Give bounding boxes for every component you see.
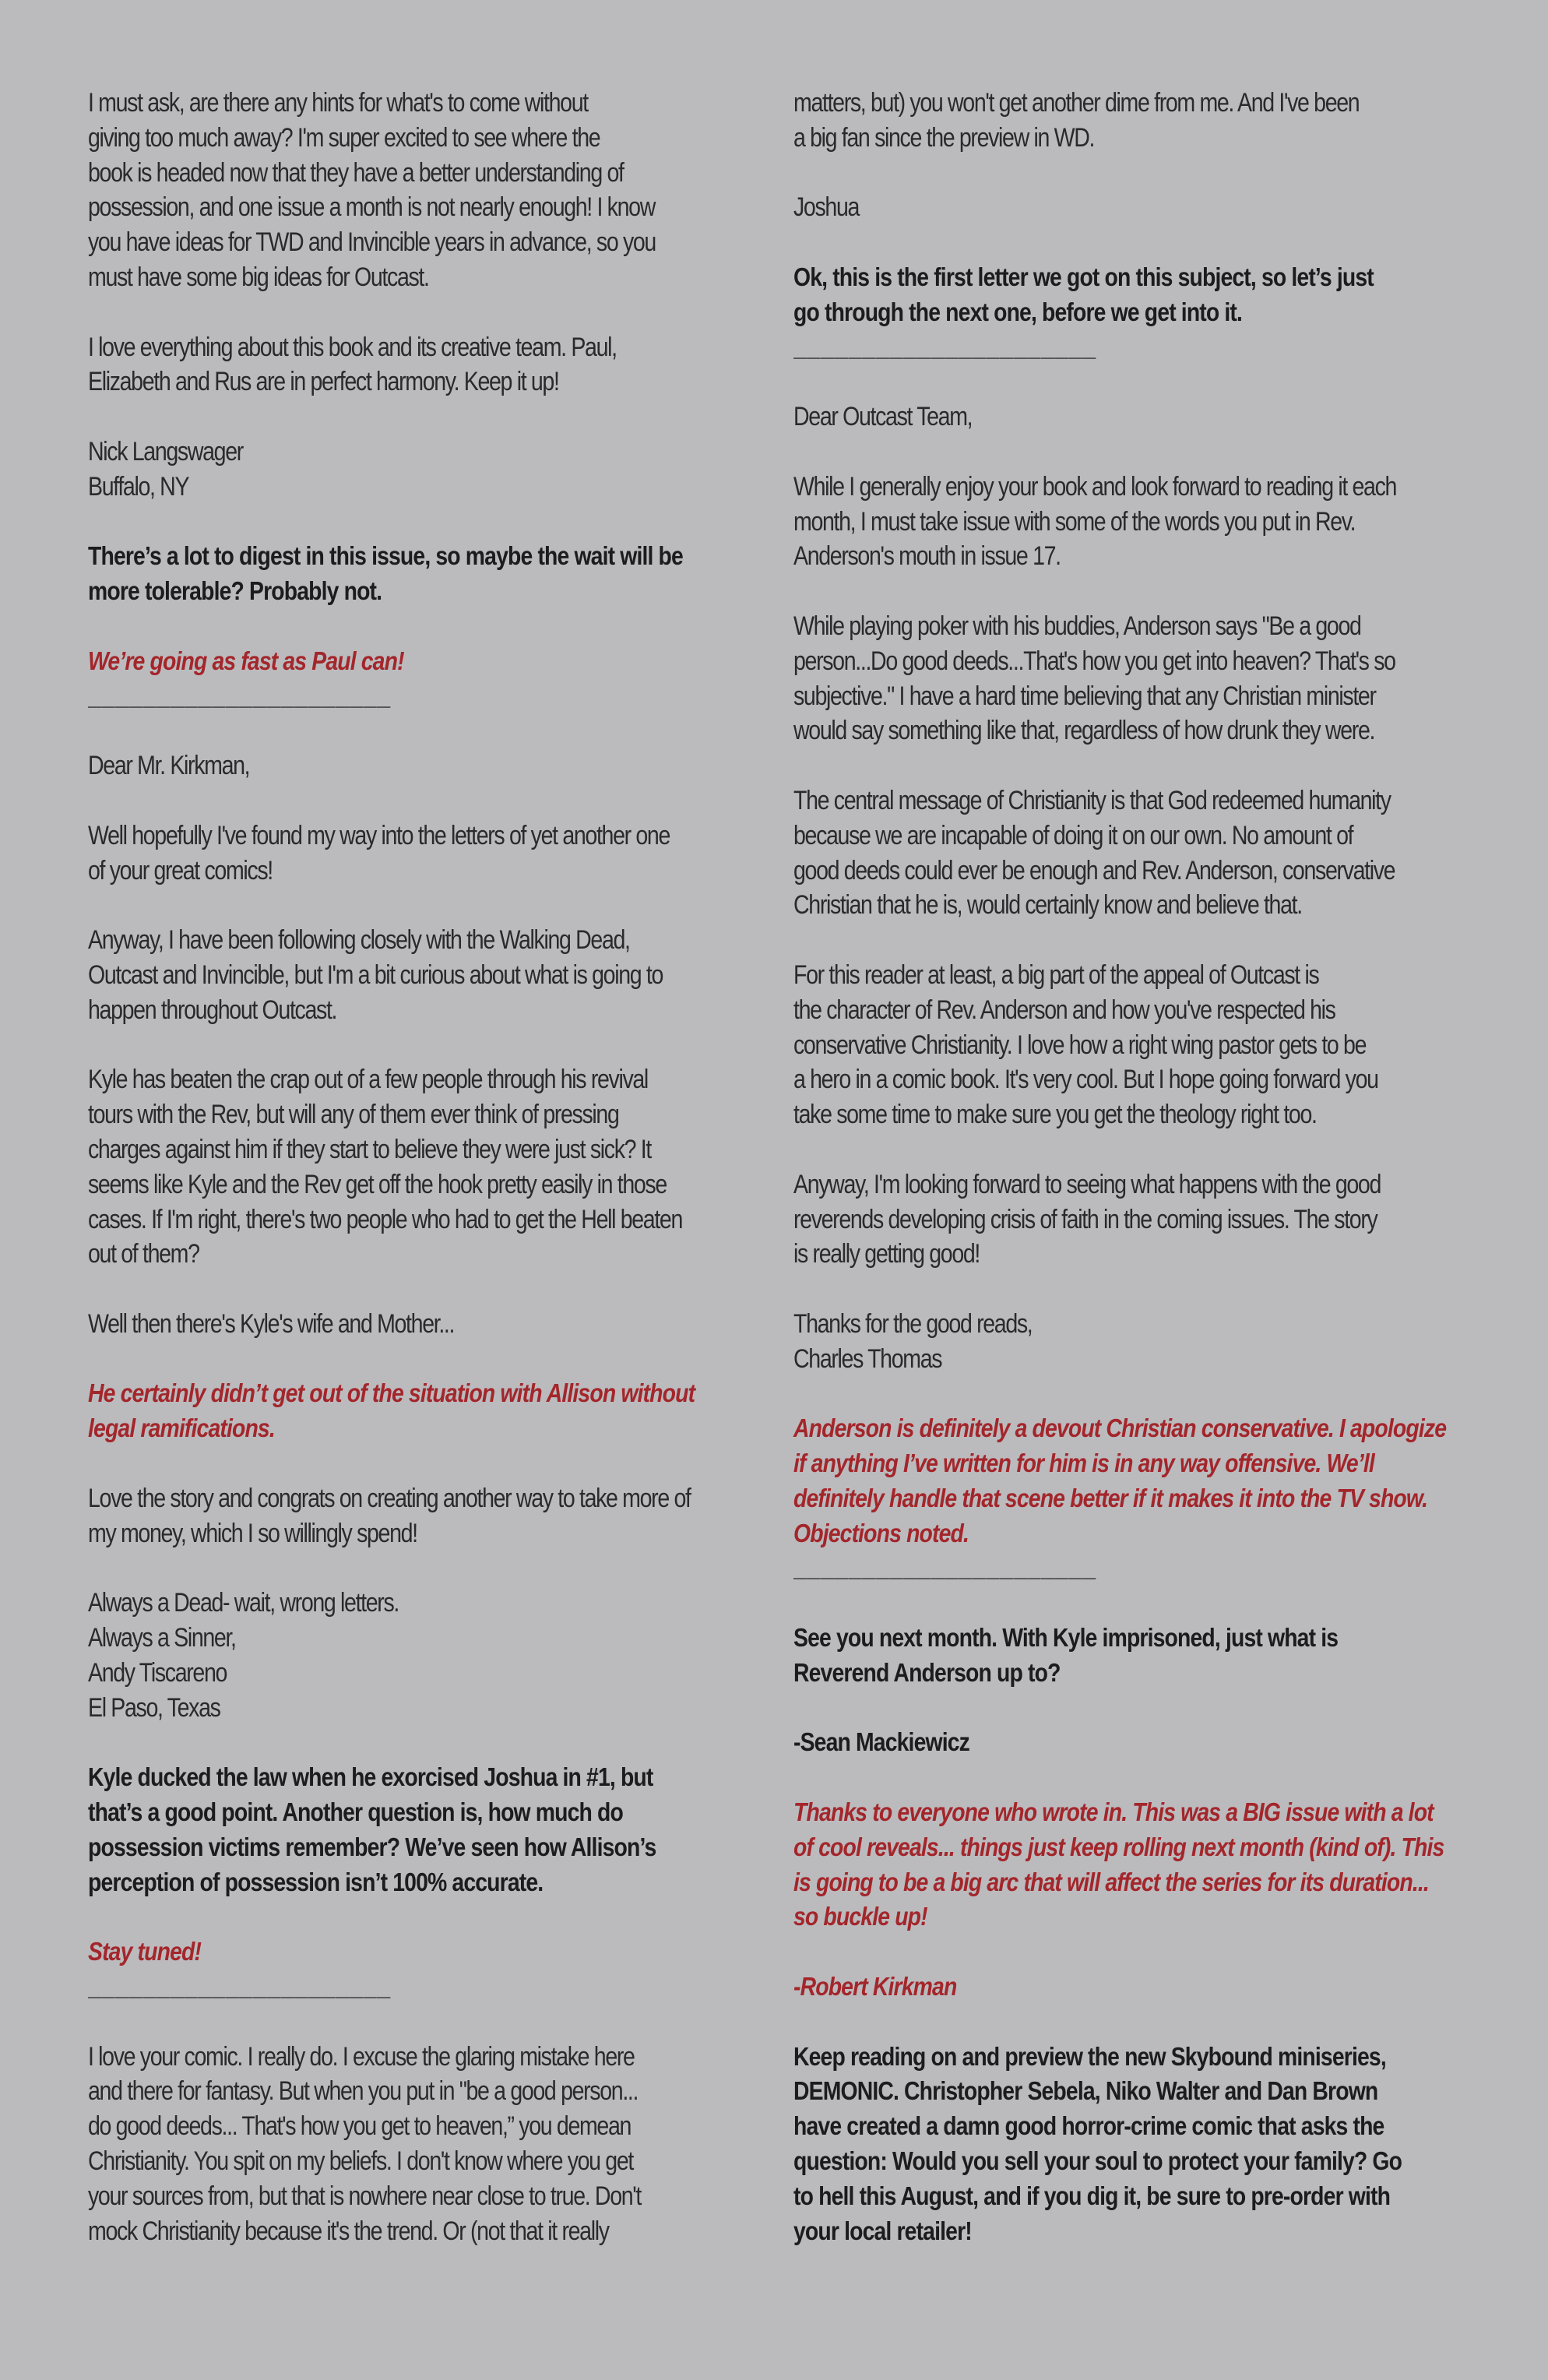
spacer [88,1446,758,1481]
text-line: I love your comic. I really do. I excuse the glaring mistake here [88,2041,635,2072]
letter-paragraph [88,748,758,783]
spacer [88,783,758,819]
text-line: if anything I’ve written for him is in any way offensive. We’ll [793,1449,1374,1478]
section-divider: ______________________ [88,1973,392,2000]
spacer [793,1935,1471,1970]
letter-paragraph [793,609,1471,748]
text-line: See you next month. With Kyle imprisoned, just what is [793,1623,1339,1653]
spacer [88,713,758,748]
spacer [88,1342,758,1377]
text-line: Anderson is definitely a devout Christian conservative. I apologize [793,1414,1447,1443]
spacer [88,1725,758,1760]
spacer [793,1132,1471,1167]
text-line: out of them? [88,1239,199,1269]
text-line: must have some big ideas for Outcast. [88,262,429,292]
letter-paragraph [88,1307,758,1342]
text-line: For this reader at least, a big part of the appeal of Outcast is [793,959,1319,990]
text-line: Dear Outcast Team, [793,402,973,432]
spacer [88,295,758,330]
letter-paragraph [88,1481,758,1551]
editor-response [793,260,1469,330]
text-line: Keep reading on and preview the new Skybound miniseries, [793,2041,1386,2071]
text-line: I love everything about this book and its creative team. Paul, [88,332,617,362]
text-line: your local retailer! [793,2216,972,2245]
text-line: While I generally enjoy your book and look forward to reading it each [793,471,1397,502]
text-line: the character of Rev. Anderson and how you've respected his [793,995,1335,1025]
text-line: Objections noted. [793,1518,969,1547]
text-line: happen throughout Outcast. [88,995,337,1025]
text-line: because we are incapable of doing it on our own. No amount of [793,820,1353,850]
letter-paragraph [88,923,758,1027]
editor-response [793,1621,1469,1691]
text-line: Christian that he is, would certainly know and believe that. [793,890,1302,921]
text-line: that’s a good point. Another question is, how much do [88,1797,624,1827]
spacer [793,1760,1471,1795]
text-line: The central message of Christianity is that God redeemed humanity [793,785,1391,815]
text-line: you have ideas for TWD and Invincible years in advance, so you [88,227,656,258]
text-line: Always a Dead- wait, wrong letters. [88,1588,399,1618]
text-line: to hell this August, and if you dig it, be sure to pre-order with [793,2181,1391,2210]
left-column [88,86,758,2248]
letter-paragraph [88,1586,758,1725]
text-line: charges against him if they start to believe they were just sick? It [88,1134,651,1164]
spacer [793,1691,1471,1726]
spacer [88,505,758,540]
text-line: month, I must take issue with some of the words you put in Rev. [793,506,1356,537]
text-line: matters, but) you won't get another dime from me. And I've been [793,88,1360,118]
text-line: possession, and one issue a month is not nearly enough! I know [88,192,655,223]
spacer [88,2005,758,2040]
editor-note [88,644,756,679]
text-line: Elizabeth and Rus are in perfect harmony. Keep it up! [88,367,559,397]
editor-response [793,2040,1469,2249]
text-line: DEMONIC. Christopher Sebela, Niko Walter and Dan Brown [793,2076,1378,2106]
text-line: conservative Christianity. I love how a right wing pastor gets to be [793,1030,1367,1060]
text-line: Well hopefully I've found my way into the letters of yet another one [88,820,670,850]
text-line: reverends developing crisis of faith in the coming issues. The story [793,1204,1377,1234]
text-line: good deeds could ever be enough and Rev. Anderson, conservative [793,855,1395,885]
text-line: is really getting good! [793,1239,980,1269]
text-line: person...Do good deeds...That's how you get into heaven? That's so [793,646,1395,676]
text-line: Love the story and congrats on creating another way to take more of [88,1483,691,1513]
section-divider: ______________________ [793,333,1097,360]
letter-paragraph [88,86,758,295]
spacer [793,1376,1471,1411]
letter-paragraph [88,330,758,400]
letter-paragraph [793,400,1471,435]
letter-paragraph [88,435,758,505]
spacer [88,1028,758,1063]
letter-paragraph [793,1167,1471,1272]
text-line: take some time to make sure you get the theology right too. [793,1100,1317,1130]
text-line: go through the next one, before we get into it. [793,297,1243,326]
letter-paragraph [88,819,758,889]
text-line: book is headed now that they have a better understanding of [88,157,624,188]
text-line: perception of possession isn’t 100% accurate. [88,1867,544,1896]
letter-paragraph [793,470,1471,574]
spacer [793,435,1471,470]
text-line: do good deeds... That's how you get to heaven,” you demean [88,2111,632,2142]
text-line: of your great comics! [88,855,273,885]
text-line: cases. If I'm right, there's two people who had to get the Hell beaten [88,1204,683,1234]
text-line: Anyway, I have been following closely with the Walking Dead, [88,925,630,956]
text-line: definitely handle that scene better if it makes it into the TV show. [793,1483,1428,1512]
text-line: a big fan since the preview in WD. [793,122,1095,153]
spacer [793,364,1471,400]
text-line: your sources from, but that is nowhere near close to true. Don't [88,2181,641,2211]
text-line: There’s a lot to digest in this issue, so maybe the wait will be [88,541,683,571]
editor-response [793,1725,1469,1760]
editor-note [88,1935,756,1970]
editor-note [793,1795,1469,1935]
text-line: Dear Mr. Kirkman, [88,751,250,781]
editor-note [88,1376,756,1446]
text-line: my money, which I so willingly spend! [88,1518,417,1548]
text-line: El Paso, Texas [88,1692,220,1723]
text-line: and there for fantasy. But when you put in "be a good person... [88,2076,639,2107]
spacer [88,609,758,644]
spacer [793,748,1471,783]
spacer [793,156,1471,191]
text-line: Christianity. You spit on my beliefs. I don't know where you get [88,2146,633,2177]
text-line: Anyway, I'm looking forward to seeing what happens with the good [793,1169,1381,1199]
text-line: Kyle ducked the law when he exorcised Joshua in #1, but [88,1762,653,1792]
letter-paragraph [793,958,1471,1132]
text-line: would say something like that, regardless of how drunk they were. [793,716,1375,746]
editor-note [793,1970,1469,2005]
text-line: While playing poker with his buddies, Anderson says "Be a good [793,611,1361,641]
text-line: Always a Sinner, [88,1623,236,1653]
text-line: Stay tuned! [88,1937,202,1966]
text-line: -Robert Kirkman [793,1972,957,2002]
letter-paragraph [793,86,1471,156]
text-line: mock Christianity because it's the trend. Or (not that it really [88,2216,609,2246]
editor-note [793,1411,1469,1551]
text-line: so buckle up! [793,1902,927,1931]
text-line: possession victims remember? We’ve seen how Allison’s [88,1832,656,1861]
letter-paragraph [793,783,1471,923]
text-line: He certainly didn’t get out of the situation with Allison without [88,1378,695,1408]
text-line: Joshua [793,192,860,223]
spacer [88,1551,758,1586]
text-line: Nick Langswager [88,436,243,466]
right-column [793,86,1471,2248]
text-line: Ok, this is the first letter we got on this subject, so let’s just [793,262,1374,291]
spacer [88,400,758,435]
text-line: We’re going as fast as Paul can! [88,646,404,675]
spacer [88,1899,758,1935]
spacer [793,2005,1471,2040]
text-line: Kyle has beaten the crap out of a few people through his revival [88,1065,648,1095]
text-line: Anderson's mouth in issue 17. [793,541,1061,572]
text-line: I must ask, are there any hints for what's to come without [88,88,588,118]
editor-response [88,1760,756,1899]
text-line: subjective." I have a hard time believing that any Christian minister [793,681,1376,711]
text-line: seems like Kyle and the Rev get off the hook pretty easily in those [88,1169,667,1199]
text-line: tours with the Rev, but will any of them ever think of pressing [88,1100,619,1130]
text-line: legal ramifications. [88,1414,275,1443]
text-line: Andy Tiscareno [88,1657,227,1688]
spacer [793,574,1471,609]
text-line: a hero in a comic book. It's very cool. But I hope going forward you [793,1065,1378,1095]
spacer [793,923,1471,958]
text-line: more tolerable? Probably not. [88,576,382,606]
text-line: Outcast and Invincible, but I'm a bit curious about what is going to [88,959,663,990]
spacer [88,1272,758,1307]
text-line: question: Would you sell your soul to protect your family? Go [793,2146,1402,2176]
text-line: have created a damn good horror-crime comic that asks the [793,2111,1384,2141]
editor-response [88,539,756,609]
text-line: Well then there's Kyle's wife and Mother... [88,1308,455,1339]
text-line: Buffalo, NY [88,471,189,502]
section-divider: ______________________ [88,682,392,709]
text-line: of cool reveals... things just keep rolling next month (kind of). This [793,1832,1444,1861]
spacer [793,1272,1471,1307]
text-line: Reverend Anderson up to? [793,1657,1061,1687]
letter-paragraph [88,1062,758,1272]
text-line: -Sean Mackiewicz [793,1727,970,1757]
letter-paragraph [793,1307,1471,1377]
text-line: Thanks for the good reads, [793,1308,1033,1339]
text-line: is going to be a big arc that will affect the series for its duration... [793,1867,1429,1896]
text-line: giving too much away? I'm super excited to see where the [88,122,600,153]
text-line: Thanks to everyone who wrote in. This was a BIG issue with a lot [793,1797,1434,1827]
section-divider: ______________________ [793,1554,1097,1581]
text-line: Charles Thomas [793,1343,942,1374]
letter-paragraph [88,2040,758,2249]
spacer [793,1586,1471,1621]
spacer [793,225,1471,260]
spacer [88,888,758,923]
letter-paragraph [793,190,1471,225]
